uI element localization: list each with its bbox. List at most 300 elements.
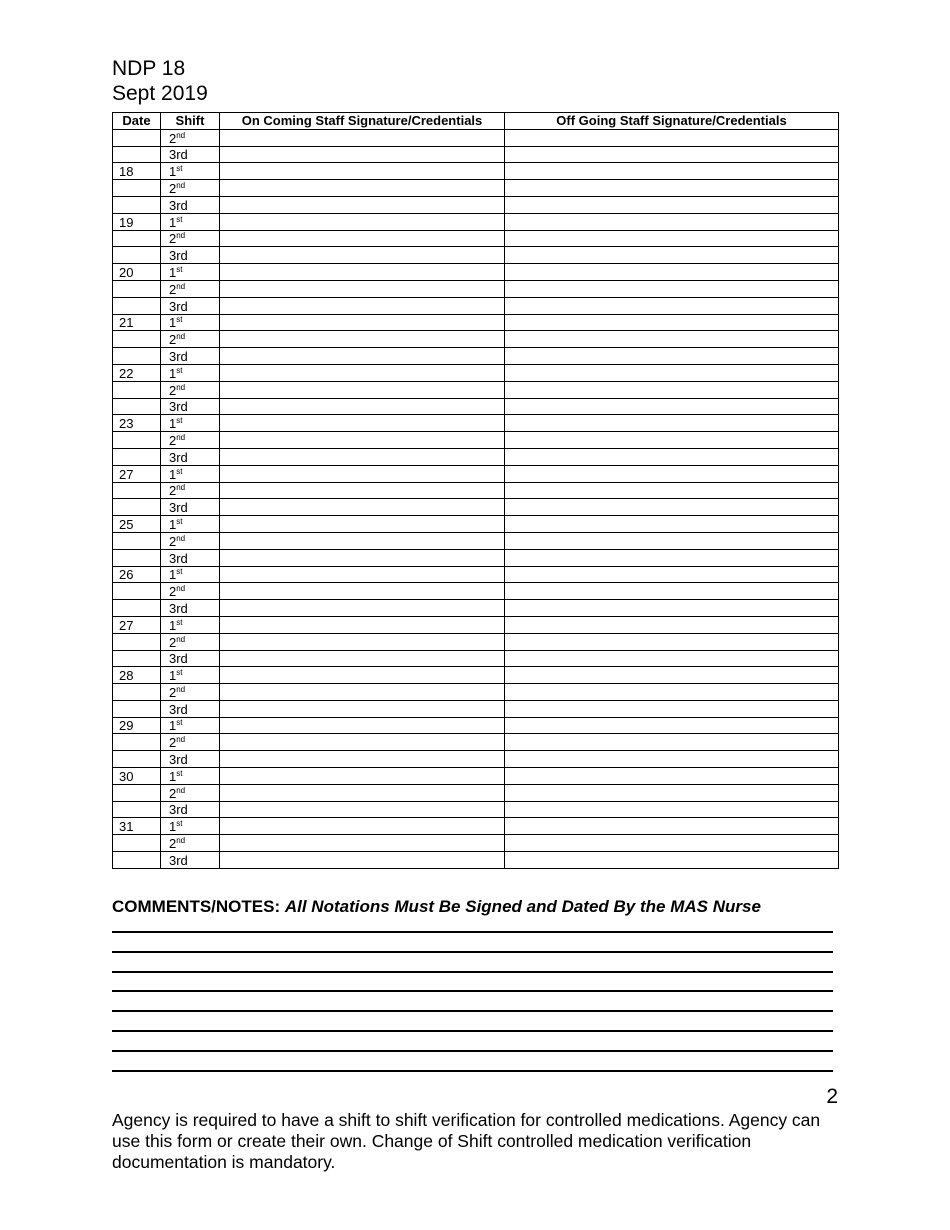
offgoing-signature-field[interactable] [505, 180, 839, 197]
shift-cell [161, 230, 220, 247]
oncoming-signature-field[interactable] [220, 633, 505, 650]
table-row [113, 852, 839, 869]
shift-number: 1 [169, 365, 177, 381]
footer-note: Agency is required to have a shift to shift verification for controlled medications. Agency can use this form or create their own. Change of Shift controlled medication verification documentation is mandatory. [112, 1110, 821, 1172]
shift-cell [161, 784, 220, 801]
shift-ordinal-suffix: nd [176, 281, 186, 291]
date-cell: 22 [113, 364, 161, 381]
column-header-offgoing: Off Going Staff Signature/Credentials [505, 113, 839, 130]
offgoing-signature-field[interactable] [505, 616, 839, 633]
table-row [113, 280, 839, 297]
shift-cell [161, 650, 220, 667]
shift-ordinal-suffix: nd [176, 332, 186, 342]
date-cell [113, 700, 161, 717]
shift-cell [161, 600, 220, 617]
shift-cell [161, 364, 220, 381]
oncoming-signature-field[interactable] [220, 348, 505, 365]
table-row [113, 583, 839, 600]
oncoming-signature-field[interactable] [220, 532, 505, 549]
shift-ordinal-suffix: nd [176, 634, 186, 644]
date-cell: 31 [113, 818, 161, 835]
date-cell: 29 [113, 717, 161, 734]
oncoming-signature-field[interactable] [220, 616, 505, 633]
oncoming-signature-field[interactable] [220, 700, 505, 717]
shift-ordinal-suffix: st [176, 819, 183, 829]
oncoming-signature-field[interactable] [220, 768, 505, 785]
shift-cell [161, 751, 220, 768]
shift-number: 1 [169, 617, 177, 633]
offgoing-signature-field[interactable] [505, 280, 839, 297]
column-header-oncoming: On Coming Staff Signature/Credentials [220, 113, 505, 130]
date-cell [113, 230, 161, 247]
date-cell [113, 381, 161, 398]
shift-cell [161, 583, 220, 600]
comment-line[interactable] [112, 971, 833, 973]
shift-cell [161, 700, 220, 717]
table-row [113, 768, 839, 785]
date-cell [113, 331, 161, 348]
shift-ordinal-suffix: st [176, 264, 183, 274]
oncoming-signature-field[interactable] [220, 784, 505, 801]
shift-cell [161, 532, 220, 549]
shift-cell [161, 516, 220, 533]
offgoing-signature-field[interactable] [505, 348, 839, 365]
date-cell [113, 146, 161, 163]
shift-number: 1 [169, 668, 177, 684]
date-cell [113, 633, 161, 650]
shift-number: 1 [169, 718, 177, 734]
oncoming-signature-field[interactable] [220, 381, 505, 398]
table-row [113, 180, 839, 197]
shift-ordinal-suffix: st [176, 516, 183, 526]
date-cell [113, 432, 161, 449]
table-row [113, 784, 839, 801]
date-cell [113, 280, 161, 297]
comment-lines [112, 931, 833, 1089]
shift-verification-table [112, 112, 839, 869]
date-cell [113, 600, 161, 617]
date-cell: 25 [113, 516, 161, 533]
oncoming-signature-field[interactable] [220, 163, 505, 180]
table-row [113, 247, 839, 264]
comment-line[interactable] [112, 1050, 833, 1052]
shift-number: 3rd [169, 147, 188, 163]
shift-ordinal-suffix: st [176, 718, 183, 728]
shift-number: 1 [169, 214, 177, 230]
shift-cell [161, 381, 220, 398]
shift-number: 2 [169, 836, 177, 852]
oncoming-signature-field[interactable] [220, 180, 505, 197]
date-cell: 27 [113, 616, 161, 633]
date-cell: 19 [113, 213, 161, 230]
offgoing-signature-field[interactable] [505, 717, 839, 734]
shift-cell [161, 633, 220, 650]
date-cell: 27 [113, 465, 161, 482]
offgoing-signature-field[interactable] [505, 482, 839, 499]
oncoming-signature-field[interactable] [220, 415, 505, 432]
shift-cell [161, 398, 220, 415]
shift-cell [161, 163, 220, 180]
shift-number: 3rd [169, 752, 188, 768]
shift-ordinal-suffix: st [176, 214, 183, 224]
shift-number: 2 [169, 231, 177, 247]
table-row [113, 230, 839, 247]
shift-cell [161, 331, 220, 348]
oncoming-signature-field[interactable] [220, 650, 505, 667]
oncoming-signature-field[interactable] [220, 852, 505, 869]
shift-cell [161, 818, 220, 835]
shift-cell [161, 566, 220, 583]
shift-cell [161, 314, 220, 331]
offgoing-signature-field[interactable] [505, 768, 839, 785]
offgoing-signature-field[interactable] [505, 264, 839, 281]
shift-cell [161, 247, 220, 264]
comment-line[interactable] [112, 951, 833, 953]
offgoing-signature-field[interactable] [505, 549, 839, 566]
offgoing-signature-field[interactable] [505, 247, 839, 264]
offgoing-signature-field[interactable] [505, 784, 839, 801]
offgoing-signature-field[interactable] [505, 163, 839, 180]
date-cell [113, 835, 161, 852]
comment-line[interactable] [112, 931, 833, 933]
table-row [113, 801, 839, 818]
comments-instruction: All Notations Must Be Signed and Dated By the MAS Nurse [284, 897, 761, 916]
shift-cell [161, 348, 220, 365]
offgoing-signature-field[interactable] [505, 751, 839, 768]
shift-number: 1 [169, 264, 177, 280]
table-row [113, 835, 839, 852]
offgoing-signature-field[interactable] [505, 600, 839, 617]
shift-number: 3rd [169, 701, 188, 717]
offgoing-signature-field[interactable] [505, 818, 839, 835]
page-number: 2 [826, 1085, 838, 1108]
shift-number: 3rd [169, 298, 188, 314]
shift-cell [161, 717, 220, 734]
oncoming-signature-field[interactable] [220, 566, 505, 583]
oncoming-signature-field[interactable] [220, 264, 505, 281]
shift-number: 1 [169, 567, 177, 583]
table-row [113, 566, 839, 583]
oncoming-signature-field[interactable] [220, 398, 505, 415]
offgoing-signature-field[interactable] [505, 684, 839, 701]
shift-ordinal-suffix: st [176, 315, 183, 325]
date-cell [113, 448, 161, 465]
shift-number: 3rd [169, 600, 188, 616]
shift-number: 2 [169, 684, 177, 700]
offgoing-signature-field[interactable] [505, 583, 839, 600]
shift-cell [161, 146, 220, 163]
table-row [113, 751, 839, 768]
table-row [113, 314, 839, 331]
shift-ordinal-suffix: st [176, 567, 183, 577]
offgoing-signature-field[interactable] [505, 801, 839, 818]
table-row [113, 364, 839, 381]
offgoing-signature-field[interactable] [505, 432, 839, 449]
shift-number: 1 [169, 164, 177, 180]
shift-cell [161, 180, 220, 197]
table-row [113, 532, 839, 549]
shift-cell [161, 499, 220, 516]
date-cell [113, 650, 161, 667]
oncoming-signature-field[interactable] [220, 247, 505, 264]
form-header [112, 56, 208, 106]
table-body [113, 129, 839, 868]
shift-number: 2 [169, 130, 177, 146]
shift-ordinal-suffix: nd [176, 483, 186, 493]
table-row [113, 499, 839, 516]
shift-number: 2 [169, 634, 177, 650]
shift-number: 3rd [169, 802, 188, 818]
shift-number: 2 [169, 533, 177, 549]
shift-cell [161, 129, 220, 146]
date-cell [113, 852, 161, 869]
shift-ordinal-suffix: nd [176, 785, 186, 795]
table-row [113, 650, 839, 667]
offgoing-signature-field[interactable] [505, 650, 839, 667]
table-row [113, 633, 839, 650]
oncoming-signature-field[interactable] [220, 549, 505, 566]
offgoing-signature-field[interactable] [505, 700, 839, 717]
offgoing-signature-field[interactable] [505, 852, 839, 869]
oncoming-signature-field[interactable] [220, 364, 505, 381]
offgoing-signature-field[interactable] [505, 314, 839, 331]
shift-cell [161, 448, 220, 465]
oncoming-signature-field[interactable] [220, 801, 505, 818]
shift-number: 3rd [169, 500, 188, 516]
shift-number: 3rd [169, 651, 188, 667]
date-cell [113, 784, 161, 801]
oncoming-signature-field[interactable] [220, 196, 505, 213]
table-row [113, 448, 839, 465]
shift-number: 2 [169, 785, 177, 801]
shift-cell [161, 213, 220, 230]
date-cell [113, 499, 161, 516]
shift-cell [161, 280, 220, 297]
oncoming-signature-field[interactable] [220, 516, 505, 533]
shift-number: 1 [169, 819, 177, 835]
table-row [113, 297, 839, 314]
shift-ordinal-suffix: st [176, 365, 183, 375]
table-row [113, 667, 839, 684]
shift-cell [161, 768, 220, 785]
offgoing-signature-field[interactable] [505, 516, 839, 533]
shift-ordinal-suffix: st [176, 416, 183, 426]
oncoming-signature-field[interactable] [220, 213, 505, 230]
shift-ordinal-suffix: nd [176, 836, 186, 846]
shift-number: 2 [169, 584, 177, 600]
table-row [113, 348, 839, 365]
date-cell [113, 398, 161, 415]
offgoing-signature-field[interactable] [505, 398, 839, 415]
shift-cell [161, 835, 220, 852]
form-date: Sept 2019 [112, 82, 208, 105]
date-cell [113, 751, 161, 768]
date-cell: 26 [113, 566, 161, 583]
oncoming-signature-field[interactable] [220, 432, 505, 449]
oncoming-signature-field[interactable] [220, 465, 505, 482]
offgoing-signature-field[interactable] [505, 230, 839, 247]
offgoing-signature-field[interactable] [505, 297, 839, 314]
shift-number: 2 [169, 735, 177, 751]
comment-line[interactable] [112, 1010, 833, 1012]
table-row [113, 717, 839, 734]
shift-number: 1 [169, 768, 177, 784]
offgoing-signature-field[interactable] [505, 532, 839, 549]
offgoing-signature-field[interactable] [505, 734, 839, 751]
oncoming-signature-field[interactable] [220, 314, 505, 331]
offgoing-signature-field[interactable] [505, 633, 839, 650]
oncoming-signature-field[interactable] [220, 717, 505, 734]
table-row [113, 415, 839, 432]
shift-number: 2 [169, 180, 177, 196]
offgoing-signature-field[interactable] [505, 448, 839, 465]
shift-ordinal-suffix: nd [176, 735, 186, 745]
oncoming-signature-field[interactable] [220, 835, 505, 852]
offgoing-signature-field[interactable] [505, 667, 839, 684]
shift-cell [161, 465, 220, 482]
table-row [113, 616, 839, 633]
table-row [113, 465, 839, 482]
date-cell: 20 [113, 264, 161, 281]
table-row [113, 818, 839, 835]
oncoming-signature-field[interactable] [220, 600, 505, 617]
comments-heading [112, 897, 761, 917]
table-row [113, 684, 839, 701]
offgoing-signature-field[interactable] [505, 331, 839, 348]
shift-number: 3rd [169, 449, 188, 465]
table-row [113, 381, 839, 398]
date-cell [113, 801, 161, 818]
comment-line[interactable] [112, 1030, 833, 1032]
shift-cell [161, 196, 220, 213]
date-cell: 30 [113, 768, 161, 785]
table-row [113, 213, 839, 230]
shift-number: 1 [169, 466, 177, 482]
offgoing-signature-field[interactable] [505, 213, 839, 230]
shift-number: 3rd [169, 550, 188, 566]
date-cell: 21 [113, 314, 161, 331]
date-cell [113, 734, 161, 751]
comment-line[interactable] [112, 990, 833, 992]
table-row [113, 398, 839, 415]
oncoming-signature-field[interactable] [220, 499, 505, 516]
oncoming-signature-field[interactable] [220, 818, 505, 835]
shift-number: 3rd [169, 197, 188, 213]
offgoing-signature-field[interactable] [505, 129, 839, 146]
shift-number: 1 [169, 416, 177, 432]
table-row [113, 264, 839, 281]
offgoing-signature-field[interactable] [505, 415, 839, 432]
oncoming-signature-field[interactable] [220, 734, 505, 751]
date-cell [113, 684, 161, 701]
date-cell [113, 180, 161, 197]
table-row [113, 734, 839, 751]
shift-number: 2 [169, 483, 177, 499]
shift-ordinal-suffix: st [176, 768, 183, 778]
table-header-row [113, 113, 839, 130]
shift-cell [161, 415, 220, 432]
shift-ordinal-suffix: nd [176, 533, 186, 543]
shift-cell [161, 264, 220, 281]
shift-ordinal-suffix: st [176, 466, 183, 476]
oncoming-signature-field[interactable] [220, 297, 505, 314]
offgoing-signature-field[interactable] [505, 835, 839, 852]
shift-cell [161, 852, 220, 869]
table-row [113, 482, 839, 499]
shift-ordinal-suffix: nd [176, 684, 186, 694]
table-row [113, 196, 839, 213]
shift-cell [161, 549, 220, 566]
date-cell [113, 129, 161, 146]
shift-number: 2 [169, 281, 177, 297]
shift-ordinal-suffix: nd [176, 231, 186, 241]
table-row [113, 700, 839, 717]
table-row [113, 146, 839, 163]
offgoing-signature-field[interactable] [505, 566, 839, 583]
date-cell [113, 196, 161, 213]
shift-cell [161, 432, 220, 449]
shift-number: 3rd [169, 399, 188, 415]
shift-number: 2 [169, 332, 177, 348]
offgoing-signature-field[interactable] [505, 364, 839, 381]
shift-ordinal-suffix: nd [176, 180, 186, 190]
oncoming-signature-field[interactable] [220, 684, 505, 701]
date-cell [113, 482, 161, 499]
comments-label: COMMENTS/NOTES: [112, 897, 281, 916]
date-cell [113, 297, 161, 314]
oncoming-signature-field[interactable] [220, 482, 505, 499]
shift-number: 2 [169, 382, 177, 398]
offgoing-signature-field[interactable] [505, 499, 839, 516]
shift-number: 3rd [169, 248, 188, 264]
shift-number: 3rd [169, 348, 188, 364]
shift-number: 1 [169, 315, 177, 331]
oncoming-signature-field[interactable] [220, 129, 505, 146]
oncoming-signature-field[interactable] [220, 448, 505, 465]
oncoming-signature-field[interactable] [220, 667, 505, 684]
shift-cell [161, 482, 220, 499]
shift-cell [161, 297, 220, 314]
offgoing-signature-field[interactable] [505, 465, 839, 482]
oncoming-signature-field[interactable] [220, 583, 505, 600]
date-cell [113, 549, 161, 566]
oncoming-signature-field[interactable] [220, 751, 505, 768]
offgoing-signature-field[interactable] [505, 381, 839, 398]
date-cell [113, 348, 161, 365]
date-cell: 23 [113, 415, 161, 432]
date-cell: 18 [113, 163, 161, 180]
column-header-shift: Shift [161, 113, 220, 130]
table-row [113, 549, 839, 566]
table-row [113, 163, 839, 180]
offgoing-signature-field[interactable] [505, 196, 839, 213]
date-cell [113, 583, 161, 600]
oncoming-signature-field[interactable] [220, 280, 505, 297]
date-cell [113, 532, 161, 549]
oncoming-signature-field[interactable] [220, 230, 505, 247]
oncoming-signature-field[interactable] [220, 146, 505, 163]
shift-number: 3rd [169, 852, 188, 868]
comment-line[interactable] [112, 1070, 833, 1072]
shift-cell [161, 734, 220, 751]
shift-cell [161, 684, 220, 701]
table-row [113, 432, 839, 449]
table-row [113, 129, 839, 146]
shift-ordinal-suffix: nd [176, 584, 186, 594]
column-header-date: Date [113, 113, 161, 130]
offgoing-signature-field[interactable] [505, 146, 839, 163]
oncoming-signature-field[interactable] [220, 331, 505, 348]
